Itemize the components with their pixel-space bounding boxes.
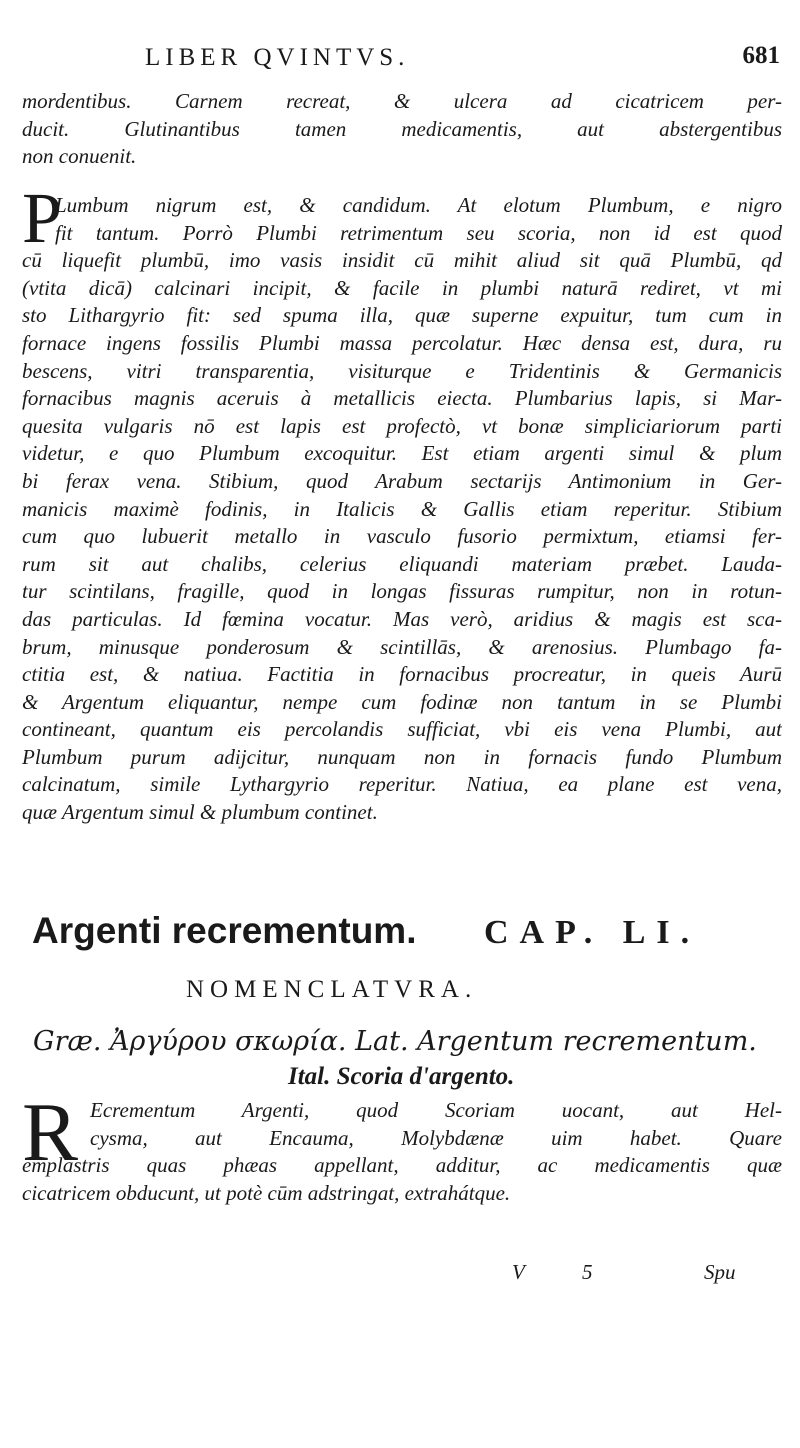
text-line: cum quo lubuerit metallo in vasculo fusorio permixtum, etiamsi fer- [22, 524, 782, 549]
signature-number: 5 [582, 1260, 593, 1284]
italian-name: Ital. Scoria d'argento. [288, 1063, 515, 1090]
text-line: cū liquefit plumbū, imo vasis insidit cū mihit aliud sit quā Plumbū, qd [22, 248, 782, 273]
page-number: 681 [742, 42, 780, 69]
text-line: cicatricem obducunt, ut potè cūm adstringat, extrahátque. [22, 1180, 511, 1205]
chapter-title: Argenti recrementum. [32, 910, 417, 951]
text-line: fit tantum. Porrò Plumbi retrimentum seu scoria, non id est quod [55, 220, 782, 245]
plumbum-paragraph [22, 192, 782, 827]
intro-paragraph [22, 88, 782, 171]
text-line: sto Lithargyrio fit: sed spuma illa, quæ superne expuitur, tum cum in [22, 303, 782, 328]
text-line: bescens, vitri transparentia, visiturque e Tridentinis & Germanicis [22, 358, 782, 383]
drop-cap-r: R [22, 1086, 79, 1179]
signature-letter: V [512, 1260, 525, 1284]
text-line: Plumbum purum adijcitur, nunquam non in fornacis fundo Plumbum [22, 744, 782, 769]
text-line: ctitia est, & natiua. Factitia in fornacibus procreatur, in queis Aurū [22, 662, 782, 687]
text-line: brum, minusque ponderosum & scintillās, & arenosius. Plumbago fa- [22, 634, 782, 659]
text-line: tur scintilans, fragille, quod in longas fissuras rumpitur, non in rotun- [22, 579, 782, 604]
catchword-line [0, 1260, 800, 1290]
text-line: quesita vulgaris nō est lapis est profectò, vt bonæ simpliciariorum parti [22, 413, 782, 438]
text-line: bi ferax vena. Stibium, quod Arabum sectarijs Antimonium in Ger- [22, 468, 782, 493]
text-line: videtur, e quo Plumbum excoquitur. Est etiam argenti simul & plum [22, 441, 782, 466]
nomenclature-heading: NOMENCLATVRA. [186, 976, 478, 1003]
argenti-paragraph [22, 1086, 782, 1207]
chapter-number: CAP. LI. [484, 914, 701, 951]
text-line: calcinatum, simile Lythargyrio reperitur. Natiua, ea plane est vena, [22, 772, 782, 797]
text-line: quæ Argentum simul & plumbum continet. [22, 800, 378, 825]
running-title: LIBER QVINTVS. [145, 44, 410, 71]
text-line: cysma, aut Encauma, Molybdænæ uim habet. Quare [90, 1125, 782, 1150]
text-line: non conuenit. [22, 144, 137, 169]
text-line: emplastris quas phæas appellant, additur, ac medicamentis quæ [22, 1153, 782, 1178]
text-line: fornace ingens fossilis Plumbi massa percolatur. Hæc densa est, dura, ru [22, 330, 782, 355]
text-line: ducit. Glutinantibus tamen medicamentis, aut abstergentibus [22, 116, 782, 141]
text-line: & Argentum eliquantur, nempe cum fodinæ non tantum in se Plumbi [22, 689, 782, 714]
text-line: rum sit aut chalibs, celerius eliquandi materiam præbet. Lauda- [22, 551, 782, 576]
text-line: manicis maximè fodinis, in Italicis & Gallis etiam reperitur. Stibium [22, 496, 782, 521]
text-line: mordentibus. Carnem recreat, & ulcera ad cicatricem per- [22, 89, 782, 113]
text-line: das particulas. Id fœmina vocatur. Mas verò, aridius & magis est sca- [22, 606, 782, 631]
text-line: (vtita dicā) calcinari incipit, & facile in plumbi naturā rediret, vt mi [22, 275, 782, 300]
text-line: Lumbum nigrum est, & candidum. At elotum Plumbum, e nigro [55, 193, 782, 217]
catchword: Spu [704, 1260, 736, 1284]
greek-latin-names: Græ. Ἀργύρου σκωρία. Lat. Argentum recrementum. [33, 1026, 757, 1057]
text-line: contineant, quantum eis percolandis sufficiat, vbi eis vena Plumbi, aut [22, 717, 782, 742]
text-line: Ecrementum Argenti, quod Scoriam uocant, aut Hel- [90, 1098, 782, 1122]
drop-cap-p: P [22, 178, 63, 258]
text-line: fornacibus magnis aceruis à metallicis eiecta. Plumbarius lapis, si Mar- [22, 386, 782, 411]
